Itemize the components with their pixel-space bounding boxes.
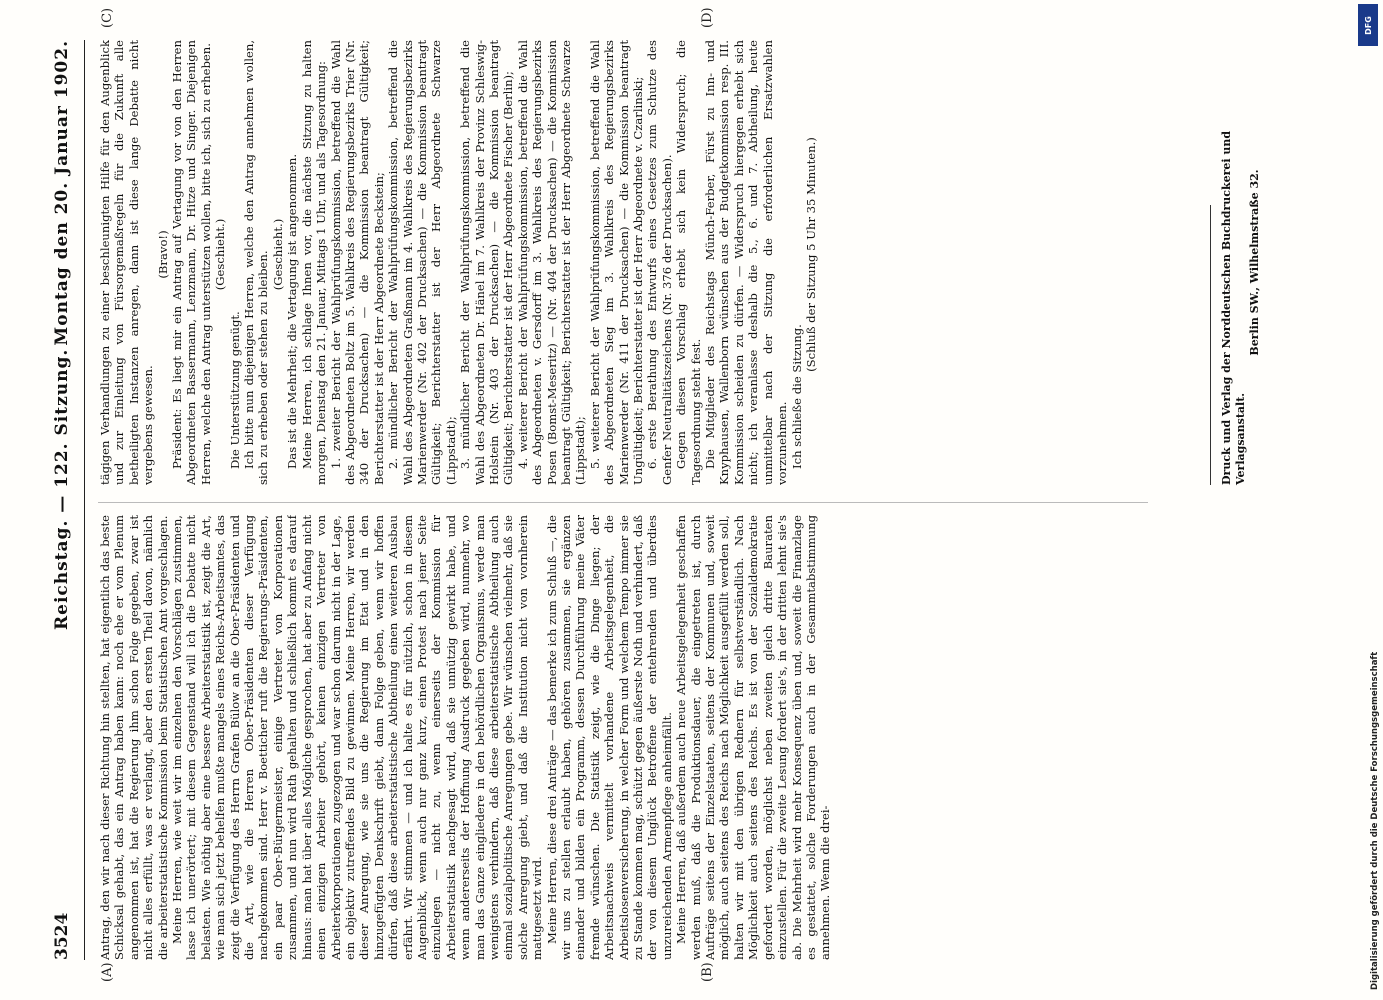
imprint-line-2: Berlin SW., Wilhelmstraße 32. <box>1248 169 1261 356</box>
paragraph: Meine Herren, daß außerdem auch neue Arbeitsgelegenheit geschaffen werden muß, daß die Produktionsdauer, die eingetreten ist, durch Aufträge seitens der Einzelstaaten, seitens der Kommunen und, soweit möglich, auch seitens des Reichs nach Möglichkeit ausgefüllt werden soll, halten wir mit den übrigen Rednern für selbstverständlich. Nach Möglichkeit auch seitens des Reichs. Es ist von der Sozialdemokratie gefordert worden, möglichst neben zweiten gleich dritte Bauraten einzustellen. Für die zweite Lesung fordert sie's, in der dritten lehnt sie's ab. Die Mehrheit wird mehr Konsequenz üben und, soweit die Finanzlage es gestattet, solche Forderungen auch in der Gesammtabstimmung annehmen. Wenn die drei- <box>674 515 833 960</box>
paragraph: Die Mitglieder des Reichstags Münch-Ferber, Fürst zu Inn- und Knyphausen, Wallenborn wünschen aus der Budgetkommission resp. III. Kommission scheiden zu dürfen. — Widerspruch hiergegen erhebt sich nicht; ich veranlasse deshalb die 5., 6. und 7. Abtheilung, heute unmittelbar nach der Sitzung die erforderlichen Ersatzwahlen vorzunehmen. <box>703 40 790 485</box>
agenda-item: 5. weiterer Bericht der Wahlprüfungskommission, betreffend die Wahl des Abgeordneten Sieg im 3. Wahlkreis des Regierungsbezirks Marienwerder (Nr. 411 der Drucksachen) — die Kommission beantragt Ungültigkeit; Berichterstatter ist der Herr Abgeordnete v. Czarlinski; <box>587 40 646 485</box>
closing-note: (Schluß der Sitzung 5 Uhr 35 Minuten.) <box>803 137 818 372</box>
agenda-item: 2. mündlicher Bericht der Wahlprüfungskommission, betreffend die Wahl des Abgeordneten Graßmann im 4. Wahlkreis des Regierungsbezirks Marienwerder (Nr. 402 der Drucksachen) — die Kommission beantragt Gültigkeit; Berichterstatter ist der Herr Abgeordnete Schwarze (Lippstadt); <box>386 40 458 485</box>
right-column <box>98 40 1158 485</box>
agenda-item: 6. erste Berathung des Entwurfs eines Gesetzes zum Schutze des Genfer Neutralitätszeichens (Nr. 376 der Drucksachen). <box>645 40 674 485</box>
agenda-item: 4. weiterer Bericht der Wahlprüfungskommission, betreffend die Wahl des Abgeordneten v. Gersdorff im 3. Wahlkreis des Regierungsbezirks Posen (Bomst-Meseritz) — (Nr. 404 der Drucksachen) — die Kommission beantragt Gültigkeit; Berichterstatter ist der Herr Abgeordnete Schwarze (Lippstadt); <box>515 40 588 485</box>
footer-rule <box>1210 205 1211 485</box>
paragraph: Meine Herren, wie weit wir im einzelnen den Vorschlägen zustimmen, lasse ich unerörtert; mit diesem Gegenstand will ich die Debatte nicht belasten. Wie nöthig aber eine bessere Arbeiterstatistik ist, zeigt die Art, wie man sich jetzt behelfen mußte mangels eines Reichs-Arbeitsamtes, das zeigt die Verfügung des Herrn Grafen Bülow an die Ober-Präsidenten und die Art, wie die Herren Ober-Präsidenten dieser Verfügung nachgekommen sind. Herr v. Boetticher ruft die Regierungs-Präsidenten, ein paar Ober-Bürgermeister, einige Vertreter von Korporationen zusammen, und nun wird Rath gehalten und schließlich kommt es darauf hinaus: man hat über alles Mögliche gesprochen, hat aber zu Anfang nicht einen einzigen Arbeiter gehört, keinen einzigen Vertreter von Arbeiterkorporationen zugezogen und war schon darum nicht in der Lage, ein objektiv zutreffendes Bild zu gewinnen. Meine Herren, wir werden dieser Anregung, wie sie uns die Regierung im Etat und in den hinzugefügten Denkschrift giebt, dann Folge geben, wenn wir hoffen dürfen, daß diese arbeiterstatistische Abtheilung einen weiteren Ausbau erfährt. Wir stimmen — und ich halte es für nützlich, schon in diesem Augenblick, wenn auch nur ganz kurz, einen Protest nach jener Seite einzulegen — nicht zu, wenn einerseits der Kommission für Arbeiterstatistik nachgesagt wird, daß sie unnützig gewirkt habe, und wenn andererseits der Hoffnung Ausdruck gegeben wird, nunmehr, wo man das Ganze eingliedere in den behördlichen Organismus, werde man wenigstens verhindern, daß diese arbeiterstatistische Abtheilung auch einmal sozialpolitische Anregungen gebe. Wir wünschen vielmehr, daß sie solche Anregung giebt, und daß die Institution nicht von vornherein mattgesetzt wird. <box>170 515 545 960</box>
paragraph: Meine Herren, diese drei Anträge — das bemerke ich zum Schluß —, die wir uns zu stellen erlaubt haben, gehören zusammen, sie ergänzen einander und bilden ein Programm, dessen Durchführung meine Väter fremde wünschen. Die Statistik zeigt, wie die Dinge liegen; der Arbeitsnachweis vermittelt vorhandene Arbeitsgelegenheit, die Arbeitslosenversicherung, in welcher Form und welchem Tempo immer sie zu Stande kommen mag, schützt gegen äußerste Noth und verhindert, daß der von diesem Unglück Betroffene der entehrenden und überdies unzureichenden Armenpflege anheimfällt. <box>544 515 674 960</box>
paragraph: Meine Herren, ich schlage Ihnen vor, die nächste Sitzung zu halten morgen, Dienstag den 21. Januar, Mittags 1 Uhr, und als Tagesordnung: <box>299 40 329 485</box>
imprint <box>1220 40 1262 485</box>
dfg-logo <box>1358 4 1378 46</box>
attribution-note-wrapper <box>1362 10 1381 990</box>
page-date: Montag den 20. Januar 1902. <box>52 40 72 346</box>
applause-note: (Bravo!) <box>155 230 170 279</box>
paragraph: Die Unterstützung genügt. <box>227 311 242 469</box>
paragraph: Ich schließe die Sitzung. <box>789 324 804 469</box>
column-separator <box>98 502 1148 503</box>
stage-note: (Geschieht.) <box>213 218 228 291</box>
header-rule <box>84 40 85 960</box>
agenda-item: 1. zweiter Bericht der Wahlprüfungskommission, betreffend die Wahl des Abgeordneten Boltz im 5. Wahlkreis des Regierungsbezirks Trier (Nr. 340 der Drucksachen) — die Kommission beantragt Gültigkeit; Berichterstatter ist der Herr Abgeordnete Beckstein; <box>328 40 386 485</box>
margin-marker-d: (D) <box>700 7 715 28</box>
paragraph: Das ist die Mehrheit; die Vertagung ist angenommen. <box>285 153 300 469</box>
margin-marker-c: (C) <box>100 7 115 28</box>
agenda-item: 3. mündlicher Bericht der Wahlprüfungskommission, betreffend die Wahl des Abgeordneten Dr. Hänel im 7. Wahlkreis der Provinz Schleswig-Holstein (Nr. 403 der Drucksachen) — die Kommission beantragt Gültigkeit; Berichterstatter ist der Herr Abgeordnete Fischer (Berlin); <box>458 40 516 485</box>
margin-marker-a: (A) <box>100 962 115 982</box>
page-header <box>52 40 82 960</box>
left-column <box>98 515 1158 960</box>
imprint-line-1: Druck und Verlag der Norddeutschen Buchdruckerei und Verlagsanstalt. <box>1220 130 1247 485</box>
attribution-note: Digitalisierung gefördert durch die Deutsche Forschungsgemeinschaft <box>1370 651 1380 990</box>
paragraph: tägigen Verhandlungen zu einer beschleunigten Hilfe für den Augenblick und zur Einleitung von Fürsorgemaßregeln für die Zukunft alle betheiligten Instanzen anregen, dann ist diese lange Debatte nicht vergebens gewesen. <box>98 40 156 485</box>
page-title: Reichstag. — 122. Sitzung. <box>52 348 72 630</box>
president-paragraph: Präsident: Es liegt mir ein Antrag auf Vertagung vor von den Herren Abgeordneten Bassermann, Lenzmann, Dr. Hitze und Singer. Diejenigen Herren, welche den Antrag unterstützen wollen, bitte ich, sich zu erheben. <box>170 40 213 485</box>
paragraph: Gegen diesen Vorschlag erhebt sich kein Widerspruch; die Tagesordnung steht fest. <box>674 40 703 485</box>
page-number: 3524 <box>52 912 72 960</box>
paragraph: Antrag, den wir nach dieser Richtung hin stellten, hat eigentlich das beste Schicksal gehabt, das ein Antrag haben kann: noch ehe er vom Plenum angenommen ist, hat die Regierung ihm schon Folge gegeben, zwar ist nicht alles erfüllt, was er verlangt, aber den ersten Theil davon, nämlich die arbeiterstatistische Kommission beim Statistischen Amt vorgeschlagen. <box>98 515 170 960</box>
paragraph: Ich bitte nun diejenigen Herren, welche den Antrag annehmen wollen, sich zu erheben oder stehen zu bleiben. <box>242 40 271 485</box>
stage-note: (Geschieht.) <box>270 218 285 291</box>
margin-marker-b: (B) <box>700 962 715 982</box>
dfg-logo-text: DFG <box>1363 15 1373 35</box>
